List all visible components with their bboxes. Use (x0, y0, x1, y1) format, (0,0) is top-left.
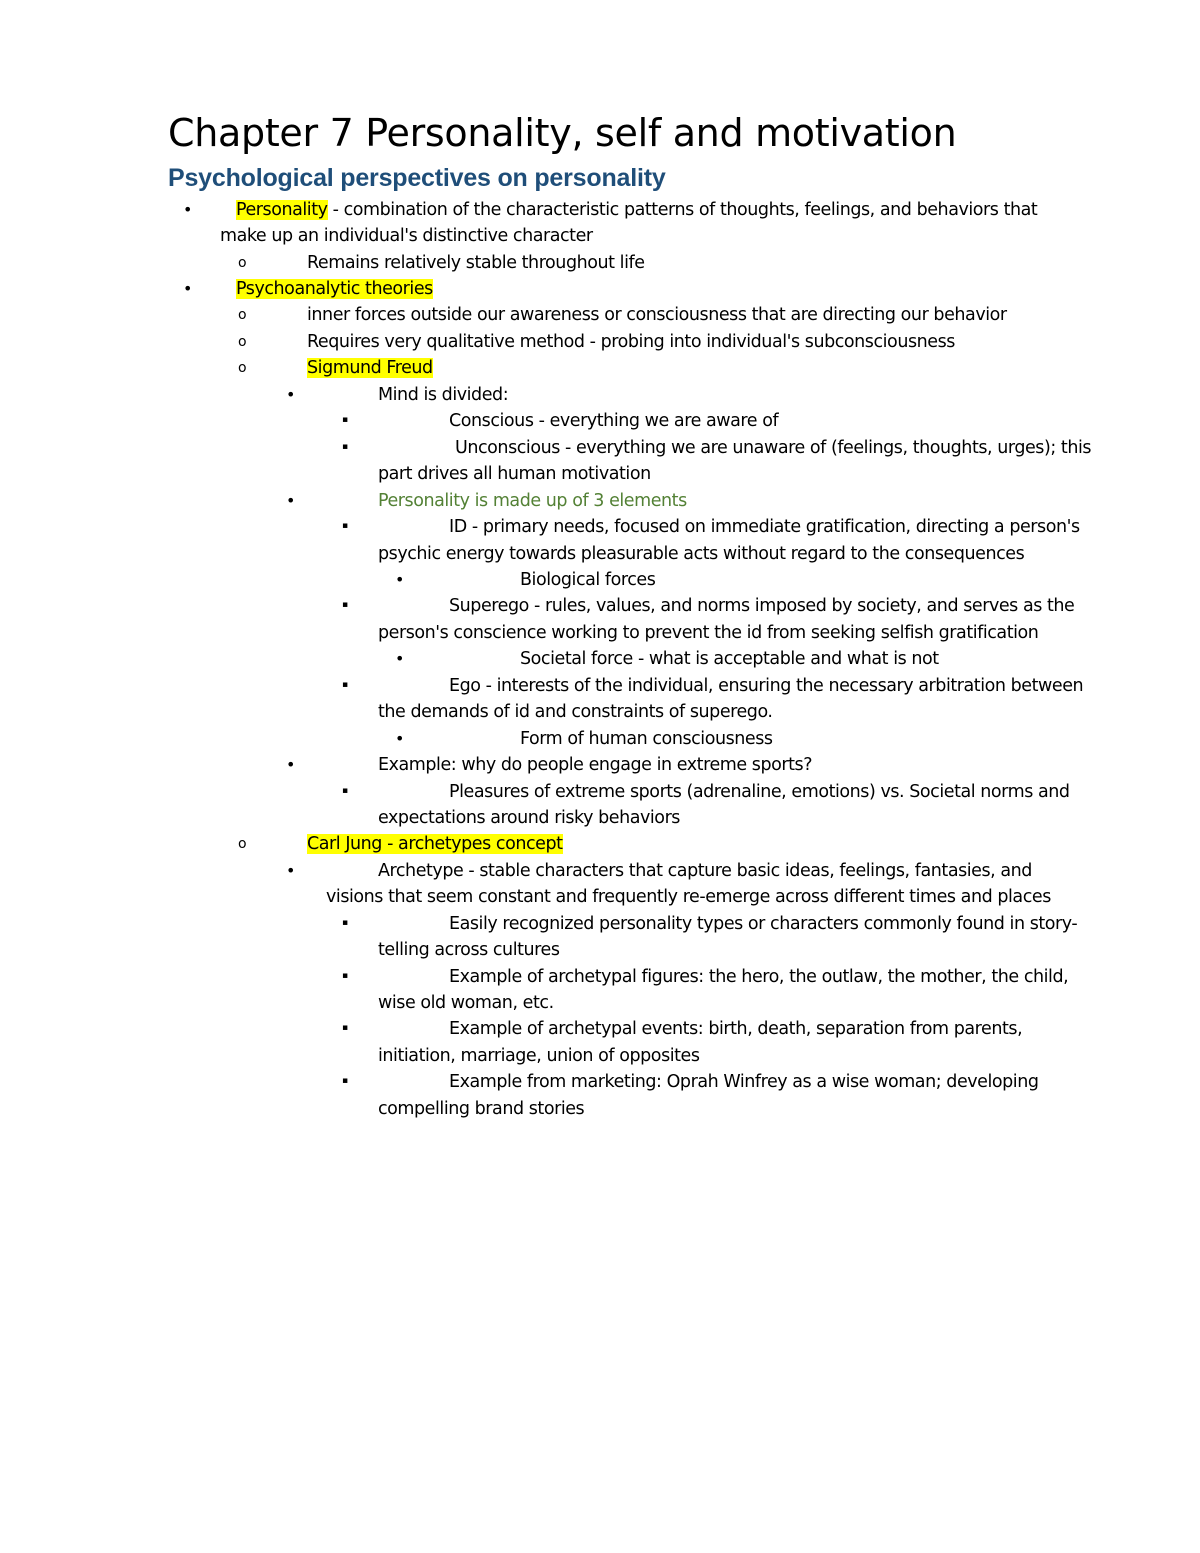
list-item (307, 355, 433, 381)
list-item-continuation (378, 1043, 700, 1069)
item-text: visions that seem constant and frequently re-emerge across different times and places (326, 887, 1051, 907)
bullet-circle-icon: o (238, 334, 247, 350)
bullet-square-icon: ▪ (342, 415, 349, 425)
item-text: person's conscience working to prevent the id from seeking selfish gratification (378, 623, 1039, 643)
list-item (449, 911, 1077, 937)
list-item (449, 673, 1083, 699)
bullet-disc-icon: • (286, 755, 296, 774)
list-item-continuation (378, 461, 651, 487)
bullet-disc-icon: • (395, 649, 405, 668)
item-text: ID - primary needs, focused on immediate gratification, directing a person's (449, 517, 1080, 537)
list-item-continuation (378, 620, 1038, 646)
list-item (520, 567, 655, 593)
item-text: part drives all human motivation (378, 464, 651, 484)
item-text: Remains relatively stable throughout life (307, 253, 645, 273)
list-item-continuation (378, 699, 773, 725)
item-text: compelling brand stories (378, 1099, 585, 1119)
bullet-disc-icon: • (286, 861, 296, 880)
item-text: Example: why do people engage in extreme sports? (378, 755, 813, 775)
item-text: - combination of the characteristic patterns of thoughts, feelings, and behaviors that (327, 200, 1038, 220)
bullet-disc-icon: • (286, 491, 296, 510)
item-text: inner forces outside our awareness or consciousness that are directing our behavior (307, 305, 1007, 325)
bullet-square-icon: ▪ (342, 600, 349, 610)
list-item (307, 302, 1007, 328)
list-item-continuation (378, 1096, 584, 1122)
list-item (449, 514, 1080, 540)
item-text: initiation, marriage, union of opposites (378, 1046, 700, 1066)
list-item (455, 435, 1091, 461)
highlighted-term: Personality (236, 200, 328, 220)
bullet-disc-icon: • (286, 385, 296, 404)
list-item (449, 779, 1070, 805)
bullet-disc-icon: • (183, 279, 193, 298)
bullet-square-icon: ▪ (342, 680, 349, 690)
item-text: psychic energy towards pleasurable acts without regard to the consequences (378, 544, 1025, 564)
bullet-circle-icon: o (238, 307, 247, 323)
highlighted-term: Carl Jung - archetypes concept (307, 834, 563, 854)
list-item (236, 197, 1037, 223)
item-text: Conscious - everything we are aware of (449, 411, 779, 431)
list-item (307, 831, 563, 857)
item-text: Example of archetypal events: birth, death, separation from parents, (449, 1019, 1023, 1039)
list-item (378, 752, 812, 778)
item-text: Unconscious - everything we are unaware of (feelings, thoughts, urges); this (455, 438, 1092, 458)
item-text: Societal force - what is acceptable and what is not (520, 649, 939, 669)
bullet-circle-icon: o (238, 836, 247, 852)
list-item (378, 858, 1032, 884)
bullet-circle-icon: o (238, 255, 247, 271)
item-text: Easily recognized personality types or characters commonly found in story- (449, 914, 1078, 934)
list-item (520, 726, 773, 752)
chapter-title: Chapter 7 Personality, self and motivation (168, 111, 957, 155)
list-item-continuation (378, 937, 560, 963)
bullet-square-icon: ▪ (342, 971, 349, 981)
item-text: the demands of id and constraints of superego. (378, 702, 773, 722)
item-text: Superego - rules, values, and norms imposed by society, and serves as the (449, 596, 1075, 616)
item-text: wise old woman, etc. (378, 993, 554, 1013)
section-heading: Psychological perspectives on personality (168, 164, 666, 192)
bullet-square-icon: ▪ (342, 918, 349, 928)
item-text: telling across cultures (378, 940, 560, 960)
item-text: Biological forces (520, 570, 656, 590)
bullet-disc-icon: • (395, 570, 405, 589)
list-item (449, 408, 778, 434)
list-item (449, 964, 1068, 990)
item-text: Ego - interests of the individual, ensuring the necessary arbitration between (449, 676, 1084, 696)
list-item (449, 1016, 1022, 1042)
bullet-square-icon: ▪ (342, 786, 349, 796)
bullet-disc-icon: • (183, 200, 193, 219)
item-text: Form of human consciousness (520, 729, 773, 749)
list-item-continuation (378, 541, 1024, 567)
list-item-continuation (326, 884, 1051, 910)
list-item (520, 646, 939, 672)
bullet-square-icon: ▪ (342, 1076, 349, 1086)
bullet-disc-icon: • (395, 729, 405, 748)
item-text: Personality is made up of 3 elements (378, 491, 687, 511)
bullet-square-icon: ▪ (342, 521, 349, 531)
bullet-square-icon: ▪ (342, 1023, 349, 1033)
bullet-circle-icon: o (238, 360, 247, 376)
list-item (378, 488, 687, 514)
list-item (449, 1069, 1039, 1095)
item-text: Example from marketing: Oprah Winfrey as a wise woman; developing (449, 1072, 1039, 1092)
item-text: expectations around risky behaviors (378, 808, 680, 828)
list-item-continuation (378, 990, 554, 1016)
list-item (307, 329, 955, 355)
item-text: Example of archetypal figures: the hero, the outlaw, the mother, the child, (449, 967, 1069, 987)
item-text: Pleasures of extreme sports (adrenaline, emotions) vs. Societal norms and (449, 782, 1070, 802)
item-text: Archetype - stable characters that capture basic ideas, feelings, fantasies, and (378, 861, 1032, 881)
list-item (449, 593, 1074, 619)
list-item (378, 382, 508, 408)
list-item-continuation (378, 805, 680, 831)
item-text: Requires very qualitative method - probing into individual's subconsciousness (307, 332, 955, 352)
highlighted-term: Sigmund Freud (307, 358, 433, 378)
bullet-square-icon: ▪ (342, 442, 349, 452)
item-text: Mind is divided: (378, 385, 509, 405)
list-item-continuation (220, 223, 593, 249)
list-item (307, 250, 645, 276)
highlighted-term: Psychoanalytic theories (236, 279, 433, 299)
list-item (236, 276, 433, 302)
item-text: make up an individual's distinctive character (220, 226, 593, 246)
